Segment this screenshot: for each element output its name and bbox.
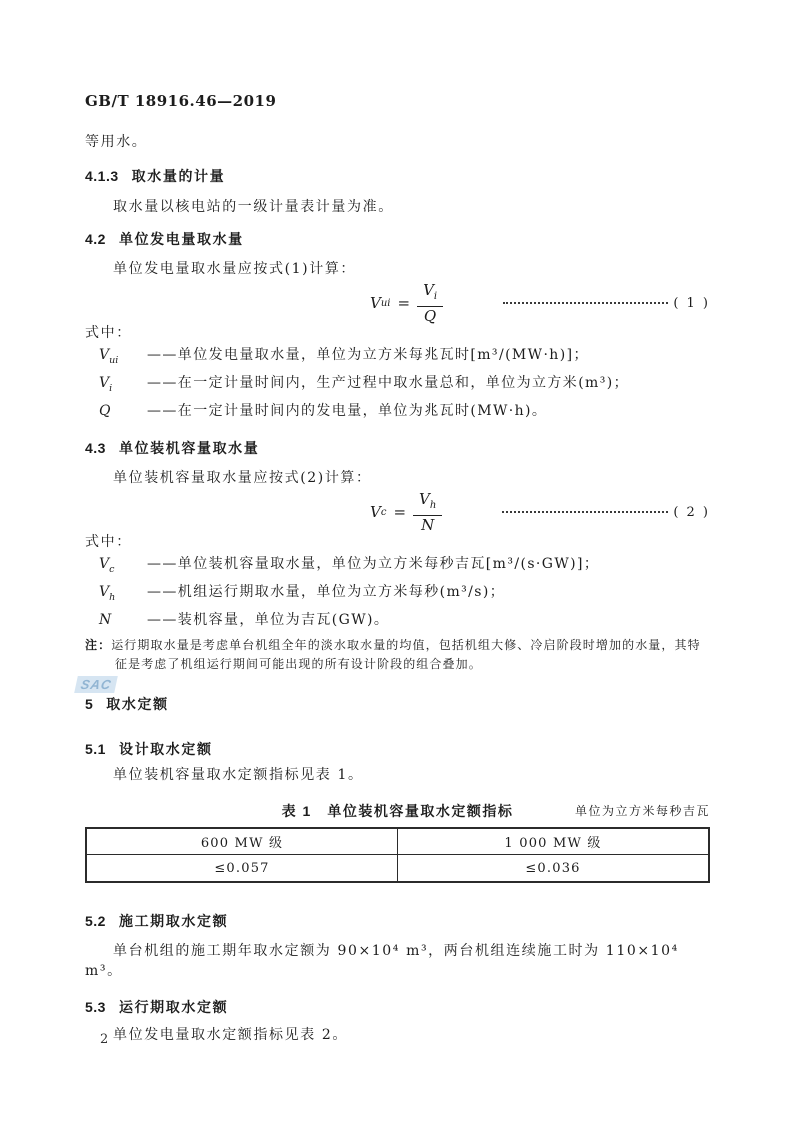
fraction <box>413 491 442 534</box>
heading-title: 取水定额 <box>106 695 169 712</box>
quota-table <box>85 827 710 883</box>
heading-4-2 <box>85 229 710 249</box>
paragraph: 取水量以核电站的一级计量表计量为准。 <box>113 199 394 215</box>
denominator <box>421 516 434 534</box>
fraction <box>417 282 443 325</box>
variable: V <box>370 503 381 522</box>
table-row <box>86 855 709 882</box>
sac-watermark-logo: SAC <box>74 676 118 693</box>
symbol <box>99 345 147 371</box>
symbol-definition <box>85 582 710 608</box>
heading-title: 施工期取水定额 <box>118 912 229 929</box>
paragraph: 单台机组的施工期年取水定额为 90×10⁴ m³，两台机组连续施工时为 110×10⁴ m³。 <box>85 942 679 979</box>
definition-text: ——单位发电量取水量，单位为立方米每兆瓦时[m³/(MW·h)]； <box>147 347 589 363</box>
symbol-definition <box>85 373 710 399</box>
heading-number: 4.1.3 <box>85 168 119 184</box>
variable: V <box>99 347 110 363</box>
heading-title: 运行期取水定额 <box>118 998 229 1015</box>
heading-number: 5.1 <box>85 740 106 757</box>
table-header-row <box>86 828 709 855</box>
table-caption: 表 1 单位装机容量取水定额指标 <box>281 802 514 819</box>
where-label: 式中： <box>85 325 132 341</box>
variable: N <box>99 611 112 628</box>
subscript: c <box>109 564 115 576</box>
heading-title: 单位发电量取水量 <box>118 231 244 247</box>
symbol <box>99 610 147 636</box>
table-header-cell: 600 MW 级 <box>86 828 398 855</box>
where-label: 式中： <box>85 534 132 551</box>
dot-leader <box>502 511 668 513</box>
symbol <box>99 373 147 399</box>
definition-text: ——装机容量，单位为吉瓦(GW)。 <box>147 611 390 628</box>
heading-title: 取水量的计量 <box>131 168 226 184</box>
variable: V <box>99 374 110 391</box>
variable: Q <box>423 306 437 325</box>
subscript: ui <box>380 297 391 309</box>
definition-text: ——单位装机容量取水量，单位为立方米每秒吉瓦[m³/(s·GW)]； <box>147 556 600 573</box>
equation-2-row <box>85 489 710 534</box>
equals-sign: = <box>393 503 407 522</box>
paragraph: 单位装机容量取水定额指标见表 1。 <box>113 766 364 783</box>
subscript: h <box>109 591 116 603</box>
paragraph: 单位装机容量取水量应按式(2)计算： <box>113 470 372 487</box>
paragraph-continuation: 等用水。 <box>85 134 148 150</box>
heading-5-2 <box>85 911 710 931</box>
heading-number: 5 <box>85 695 94 712</box>
table-value-cell: ≤0.057 <box>86 855 398 882</box>
numerator <box>413 491 442 516</box>
symbol-definition <box>85 610 710 636</box>
table-value-cell: ≤0.036 <box>398 855 710 882</box>
standard-number-header: GB/T 18916.46—2019 <box>85 92 277 110</box>
symbol <box>99 582 147 608</box>
variable: V <box>370 294 381 312</box>
heading-4-3 <box>85 438 710 458</box>
subscript: c <box>380 506 387 518</box>
denominator <box>424 307 436 325</box>
heading-title: 设计取水定额 <box>118 740 213 757</box>
heading-4-1-3 <box>85 166 710 186</box>
subscript: i <box>433 290 438 302</box>
symbol-definition <box>85 401 710 427</box>
heading-number: 5.3 <box>85 998 106 1015</box>
heading-title: 单位装机容量取水量 <box>118 440 260 457</box>
dot-leader <box>503 302 668 304</box>
equation-number: ( 1 ) <box>673 295 710 311</box>
equals-sign: = <box>397 294 411 312</box>
paragraph: 单位发电量取水定额指标见表 2。 <box>113 1026 348 1043</box>
variable: N <box>421 515 435 534</box>
variable: V <box>423 280 434 299</box>
paragraph: 单位发电量取水量应按式(1)计算： <box>113 261 357 277</box>
subscript: h <box>429 499 437 511</box>
variable: V <box>99 584 110 601</box>
heading-number: 4.2 <box>85 231 106 247</box>
note-block <box>85 636 710 674</box>
table-unit-note: 单位为立方米每秒吉瓦 <box>574 803 710 818</box>
heading-5 <box>85 694 710 714</box>
definition-text: ——在一定计量时间内的发电量，单位为兆瓦时(MW·h)。 <box>147 402 548 419</box>
symbol-definition <box>85 345 710 371</box>
page-number: 2 <box>100 1032 109 1047</box>
equation-1-row <box>85 280 710 325</box>
heading-5-3 <box>85 997 710 1017</box>
variable: V <box>419 489 430 508</box>
note-text: 运行期取水量是考虑单台机组全年的淡水取水量的均值，包括机组大修、冷启阶段时增加的水量，其特征是考虑了机组运行期间可能出现的所有设计阶段的组合叠加。 <box>111 637 701 671</box>
subscript: ui <box>109 354 119 366</box>
symbol <box>99 401 147 427</box>
equation-number: ( 2 ) <box>673 504 710 520</box>
variable: Q <box>99 402 111 419</box>
heading-number: 5.2 <box>85 912 106 929</box>
table-header-cell: 1 000 MW 级 <box>398 828 710 855</box>
numerator <box>417 282 443 307</box>
heading-5-1 <box>85 739 710 759</box>
definition-text: ——机组运行期取水量，单位为立方米每秒(m³/s)； <box>147 584 506 601</box>
equation-2 <box>370 491 442 534</box>
heading-number: 4.3 <box>85 440 106 457</box>
equation-1 <box>370 282 443 325</box>
subscript: i <box>109 382 113 394</box>
definition-text: ——在一定计量时间内，生产过程中取水量总和，单位为立方米(m³)； <box>147 374 630 391</box>
symbol <box>99 554 147 580</box>
note-label: 注： <box>85 637 112 652</box>
table-caption-row <box>85 801 710 821</box>
variable: V <box>99 556 110 573</box>
symbol-definition <box>85 554 710 580</box>
